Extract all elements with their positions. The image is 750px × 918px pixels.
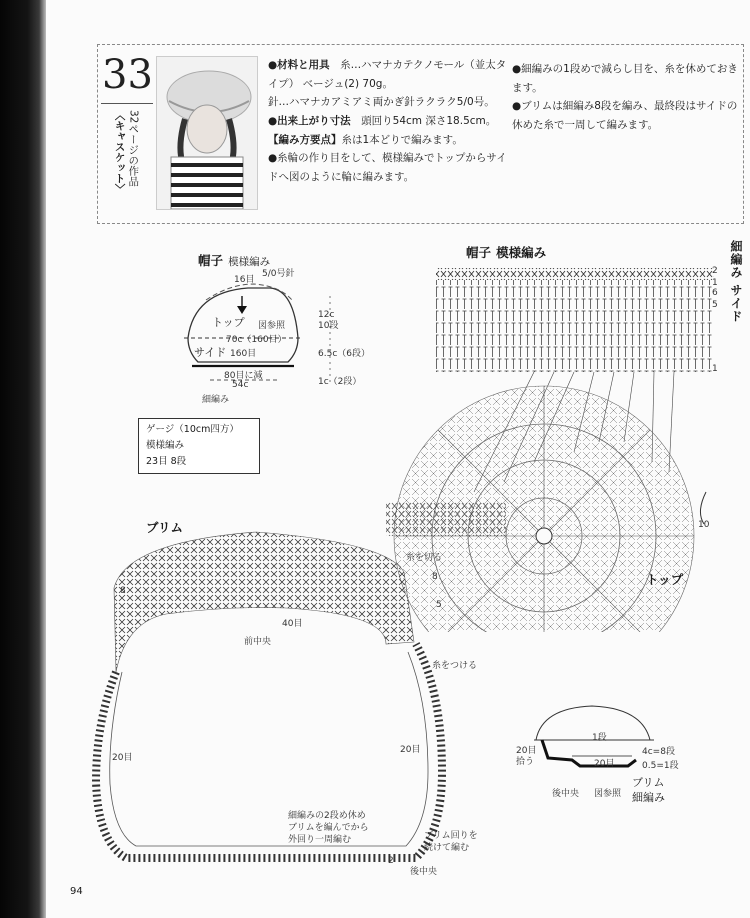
mini-brim-sub: 細編み	[632, 790, 665, 804]
instructions-column	[512, 60, 740, 135]
mini-row-1: 1段	[592, 733, 607, 743]
brim-chart	[86, 522, 446, 870]
brim-note-left-2: ブリムを編んでから	[288, 823, 369, 834]
brim-note-right-1: ブリム回りを	[424, 831, 478, 841]
see-figure: 図参照	[258, 321, 286, 331]
dimension-1	[318, 310, 338, 333]
row-mark-5b: 5	[436, 600, 442, 610]
materials-text: 糸…ハマナカテクノモール（並太タイプ） ベージュ(2) 70g。	[268, 59, 507, 90]
number-underline	[101, 103, 153, 104]
needle-text: 針…ハマナカアミアミ両かぎ針ラクラク5/0号。	[268, 96, 495, 109]
materials-label: ●材料と用具	[268, 59, 330, 71]
hat-diagram-title-sub: 模様編み	[228, 256, 271, 268]
row-mark-1: 1	[712, 278, 718, 288]
side-count-1: 70c（160目）	[226, 335, 287, 345]
decrease-count: 80目に減	[224, 371, 263, 381]
mini-pick-count: 20目	[516, 746, 537, 756]
chart-top-label: トップ	[646, 572, 684, 587]
brim-note-right-2: 続けて編む	[424, 843, 470, 854]
materials-column	[268, 56, 508, 187]
top-stitch-count: 16目	[234, 275, 255, 285]
mini-count: 20目	[594, 759, 615, 769]
pattern-number: 33	[102, 52, 153, 98]
top-row-mark: 10	[698, 520, 710, 530]
mini-pick-label: 拾う	[516, 756, 535, 767]
sc-label: 細編み	[202, 395, 230, 405]
mini-brim-title: ブリム	[632, 776, 665, 789]
brim-note-left-1: 細編みの2段め休め	[288, 811, 366, 821]
gauge-pattern: 模様編み	[146, 440, 185, 452]
chart-title	[466, 242, 546, 261]
brim-back-center: 後中央	[410, 867, 438, 877]
side-label: サイド	[194, 346, 227, 359]
points-text-1: 糸は1本どりで編みます。	[341, 133, 463, 146]
gauge-box	[138, 418, 260, 474]
brim-attach: 糸をつける	[432, 661, 478, 671]
gauge-value: 23目 8段	[146, 456, 187, 468]
size-text: 頭回り54cm 深さ18.5cm。	[361, 115, 497, 128]
brim-row-mark-8: 8	[120, 586, 126, 596]
side-note-ref: 32ページの作品	[127, 110, 140, 187]
row-mark-5: 5	[712, 300, 718, 310]
brim-count-20-left: 20目	[112, 753, 133, 763]
model-photo	[156, 56, 258, 210]
cut-yarn-label: 糸を切る	[406, 553, 443, 563]
points-text-2: ●糸輪の作り目をして、模様編みでトップからサイドへ図のように輪に編みます。	[268, 152, 507, 184]
brim-count-40: 40目	[282, 619, 303, 629]
top-label: トップ	[212, 316, 245, 329]
row-mark-6: 6	[712, 288, 718, 298]
row-mark-1b: 1	[712, 364, 718, 374]
hat-diagram-title	[198, 250, 270, 269]
dimension-2: 6.5c（6段）	[318, 349, 370, 359]
side-tab: 細編み サイド	[729, 240, 743, 324]
brim-row-mark-2: 2	[388, 856, 394, 866]
book-spine-shadow	[0, 0, 46, 918]
mini-see-fig: 図参照	[594, 789, 622, 799]
row-mark-2: 2	[712, 266, 718, 276]
brim-note-left	[288, 810, 369, 846]
chart-title-main: 帽子	[466, 245, 492, 260]
mini-back-center: 後中央	[552, 789, 580, 799]
hook-size: 5/0号針	[262, 269, 295, 279]
mini-brim-label	[632, 776, 665, 806]
size-label: ●出来上がり寸法	[268, 115, 351, 128]
hat-diagram-title-main: 帽子	[198, 253, 224, 268]
right-text-1: ●細編みの1段めで減らし目を、糸を休めておきます。	[512, 63, 738, 94]
brim-count-20-right: 20目	[400, 745, 421, 755]
gauge-title: ゲージ（10cm四方）	[146, 424, 239, 435]
brim-note-right	[424, 830, 478, 854]
dimension-3: 1c（2段）	[318, 377, 362, 387]
page-number: 94	[70, 886, 83, 897]
dimension-1-cm: 12c	[318, 310, 335, 320]
points-label: 【編み方要点】	[268, 133, 342, 146]
right-text-2: ●ブリムは細編み8段を編み、最終段はサイドの休めた糸で一周して編みます。	[512, 100, 738, 132]
chart-title-sub: 模様編み	[496, 245, 547, 260]
circumference: 54c	[232, 380, 249, 390]
dimension-1-rows: 10段	[318, 321, 339, 332]
row-mark-8: 8	[432, 572, 438, 582]
side-count-2: 160目	[230, 349, 257, 359]
mini-pick	[516, 746, 536, 768]
brim-title: ブリム	[146, 520, 184, 535]
side-note: 32ページの作品 〈キャスケット〉	[113, 110, 140, 194]
side-note-title: キャスケット	[113, 120, 126, 184]
brim-note-left-3: 外回り一周編む	[288, 835, 352, 846]
mini-dim-b: 0.5=1段	[642, 761, 679, 771]
mini-dim-a: 4c=8段	[642, 747, 675, 757]
brim-front-center: 前中央	[244, 637, 272, 647]
